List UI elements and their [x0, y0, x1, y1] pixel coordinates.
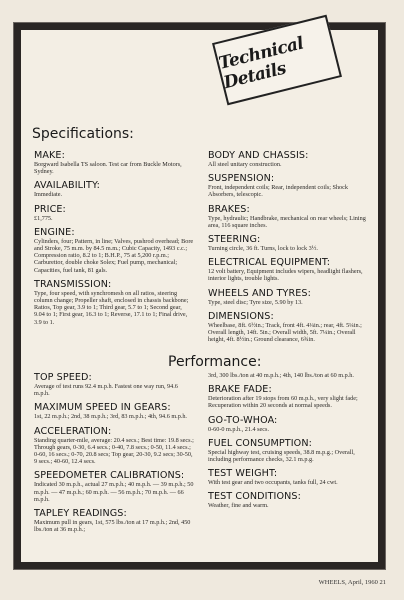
perf-left-column: [34, 372, 194, 538]
spec-block: [34, 227, 194, 274]
spec-block: [208, 234, 368, 252]
spec-block: [34, 508, 194, 533]
spec-block: [208, 415, 368, 433]
spec-block: [34, 279, 194, 326]
spec-block: [34, 204, 194, 222]
spec-body: Type, steel disc; Tyre size, 5.90 by 13.: [208, 298, 303, 306]
spec-block: [208, 150, 368, 168]
spec-block: [34, 372, 194, 397]
spec-block: [208, 372, 368, 379]
spec-body: 1st, 22 m.p.h.; 2nd, 38 m.p.h.; 3rd, 83 m.p.h.; 4th, 94.6 m.p.h.: [34, 413, 187, 421]
spec-body: Front, independent coils; Rear, independent coils; Shock Absorbers, telescopic.: [208, 184, 348, 199]
spec-body: 12 volt battery, Equipment includes wipers, headlight flashers, interior lights, trouble lights.: [208, 268, 363, 283]
spec-body: Turning circle, 36 ft. Turns, lock to lock 3½.: [208, 245, 318, 253]
page-title: Technical Details: [216, 33, 306, 94]
spec-block: [208, 384, 368, 409]
spec-left-column: [34, 150, 194, 331]
spec-body: Standing quarter-mile, average: 20.4 secs.; Best time: 19.8 secs.; Through gears, 0-30, 6.4 secs.; 0-40, 7.8 secs.; 0-50, 11.4 secs.; 0-60, 16 secs.; 0-70, 20.8 secs; Top gear, 20-30, 9.2 secs; 30-50, 9 secs.; 40-60, 12.4 secs.: [34, 436, 194, 466]
spec-heading: BRAKES:: [208, 203, 250, 215]
spec-body: Wheelbase, 8ft. 6½in.; Track, front 4ft. 4¼in.; rear, 4ft. 5¼in.; Overall length, 14ft. 5in.; Overall width, 5ft. 7¼in.; Overall height, 4ft. 8½in.; Ground clearance, 6¾in.: [208, 321, 362, 344]
spec-heading: STEERING:: [208, 234, 261, 246]
spec-body: Maximum pull in gears, 1st, 575 lbs./ton at 17 m.p.h.; 2nd, 450 lbs./ton at 36 m.p.h.;: [34, 519, 191, 534]
page-footer: WHEELS, April, 1960 21: [318, 579, 386, 586]
spec-heading: ACCELERATION:: [34, 425, 112, 437]
spec-body: Weather, fine and warm.: [208, 502, 269, 510]
spec-heading: TEST CONDITIONS:: [208, 491, 301, 503]
spec-block: [208, 311, 368, 344]
spec-block: [208, 438, 368, 463]
spec-heading: WHEELS AND TYRES:: [208, 287, 311, 299]
spec-body: All steel unitary construction.: [208, 161, 282, 168]
spec-heading: TRANSMISSION:: [34, 278, 112, 290]
spec-heading: TAPLEY READINGS:: [34, 508, 127, 520]
spec-block: [34, 402, 194, 420]
spec-body: Type, four speed, with synchromesh on all ratios, steering column change; Propeller shaft, enclosed in chassis backbone; Ratios, Top gear, 3.9 to 1; Third gear, 5.7 to 1; Second gear, 9.04 to 1; First gear, 16.3 to 1; Reverse, 17.1 to 1; Final drive, 3.9 to 1.: [34, 289, 189, 326]
spec-block: [208, 491, 368, 509]
spec-heading: BODY AND CHASSIS:: [208, 150, 309, 161]
spec-body: Borgward Isabella TS saloon. Test car from Buckle Motors, Sydney.: [34, 161, 182, 176]
spec-heading: PRICE:: [34, 203, 66, 215]
specifications-heading: Specifications:: [32, 126, 134, 142]
spec-heading: ENGINE:: [34, 226, 75, 238]
spec-body: Indicated 30 m.p.h., actual 27 m.p.h.; 40 m.p.h. — 39 m.p.h.; 50 m.p.h. — 47 m.p.h.; 60 m.p.h. — 56 m.p.h.; 70 m.p.h. — 66 m.p.h.: [34, 481, 194, 503]
spec-heading: DIMENSIONS:: [208, 310, 274, 322]
spec-block: [34, 180, 194, 198]
spec-block: [34, 470, 194, 503]
performance-heading: Performance:: [168, 354, 262, 370]
spec-heading: TEST WEIGHT:: [208, 468, 278, 480]
spec-block: [34, 426, 194, 466]
spec-heading: SUSPENSION:: [208, 173, 275, 185]
spec-block: [208, 204, 368, 229]
spec-block: [208, 173, 368, 198]
spec-heading: MAXIMUM SPEED IN GEARS:: [34, 402, 171, 414]
spec-block: [208, 468, 368, 486]
spec-body: Special highway test, cruising speeds, 38.8 m.p.g.; Overall, including performance checks, 32.1 m.p.g.: [208, 448, 355, 464]
spec-heading: AVAILABILITY:: [34, 180, 100, 192]
spec-body: Average of test runs 92.4 m.p.h. Fastest one way run, 94.6 m.p.h.: [34, 383, 178, 398]
spec-block: [34, 150, 194, 175]
spec-body: £1,775.: [34, 214, 53, 222]
spec-heading: BRAKE FADE:: [208, 384, 272, 396]
spec-body: 0-60-0 m.p.h., 21.4 secs.: [208, 425, 270, 433]
spec-body: Deterioration after 19 stops from 60 m.p.h., very slight fade; Recuperation within 20 seconds at normal speeds.: [208, 395, 358, 410]
spec-heading: ELECTRICAL EQUIPMENT:: [208, 257, 331, 269]
spec-body: Cylinders, four; Pattern, in line; Valves, pushrod overhead; Bore and Stroke, 75 m.m. by 84.5 m.m.; Cubic Capacity, 1493 c.c.; Compression ratio, 8.2 to 1; B.H.P., 75 at 5,200 r.p.m.; Carburettor, double choke Solex; Fuel pump, mechanical; Capacities, fuel tank, 81 gals.: [34, 237, 194, 274]
spec-body: Type, hydraulic; Handbrake, mechanical on rear wheels; Lining area, 116 square inches.: [208, 214, 366, 229]
spec-heading: MAKE:: [34, 150, 65, 161]
perf-right-column: [208, 372, 368, 515]
spec-block: [208, 288, 368, 306]
spec-body: Immediate.: [34, 191, 63, 199]
spec-heading: SPEEDOMETER CALIBRATIONS:: [34, 470, 185, 482]
spec-body: With test gear and two occupants, tanks full, 24 cwt.: [208, 479, 338, 487]
spec-block: [208, 257, 368, 282]
spec-body: 3rd, 300 lbs./ton at 40 m.p.h.; 4th, 140 lbs./ton at 60 m.p.h.: [208, 372, 354, 379]
spec-right-column: [208, 150, 368, 348]
spec-heading: GO-TO-WHOA:: [208, 414, 278, 426]
spec-heading: FUEL CONSUMPTION:: [208, 437, 312, 449]
spec-heading: TOP SPEED:: [34, 372, 92, 383]
